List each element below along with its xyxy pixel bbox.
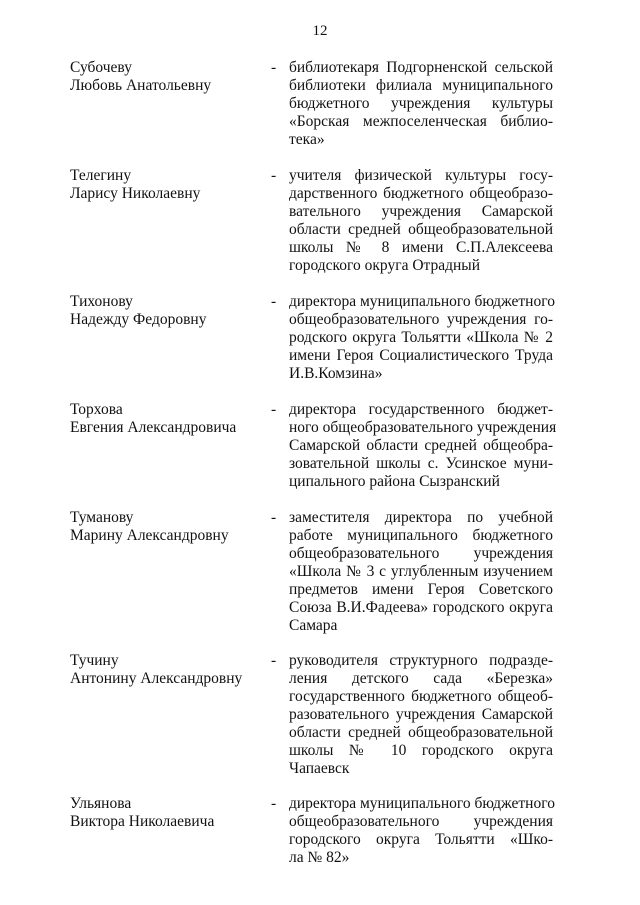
description-line: «Школа № 3 с углубленным изучением [289, 563, 553, 580]
description-line: области средней общеобразовательной [289, 724, 553, 741]
description-line: общеобразовательного учреждения го- [289, 311, 553, 328]
position-description [289, 59, 553, 149]
person-name-line: Антонину Александровну [70, 670, 243, 687]
person-name-line: Торхова [70, 401, 123, 418]
position-description [289, 293, 553, 383]
position-description [289, 509, 553, 635]
person-name [70, 293, 260, 329]
person-name [70, 167, 260, 203]
description-line: общеобразовательного учреждения [289, 813, 553, 830]
description-line: имени Героя Социалистического Труда [289, 347, 553, 364]
person-name-line: Тихонову [70, 293, 133, 310]
person-name-line: Телегину [70, 167, 132, 184]
person-name-line: Ларису Николаевну [70, 185, 201, 202]
description-line: ципального района Сызранский [289, 473, 500, 490]
description-line: области средней общеобразовательной [289, 221, 553, 238]
description-line: И.В.Комзина» [289, 365, 383, 382]
person-name-line: Тучину [70, 652, 119, 669]
description-line: Самара [289, 617, 338, 634]
description-line: Чапаевск [289, 760, 350, 777]
dash-separator: - [271, 795, 277, 812]
description-line: директора государственного бюджет- [289, 401, 553, 418]
person-name-line: Евгения Александровича [70, 419, 237, 436]
description-line: директора муниципального бюджетного [289, 795, 555, 812]
dash-separator: - [271, 401, 277, 418]
person-name-line: Туманову [70, 509, 134, 526]
description-line: ла № 82» [289, 849, 350, 866]
description-line: родского округа Тольятти «Школа № 2 [289, 329, 553, 346]
description-line: разовательного учреждения Самарской [289, 706, 553, 723]
description-line: городского округа Отрадный [289, 257, 480, 274]
person-name-line: Виктора Николаевича [70, 813, 215, 830]
description-line: вательного учреждения Самарской [289, 203, 553, 220]
position-description [289, 795, 553, 867]
person-name [70, 652, 260, 688]
description-line: библиотеки филиала муниципального [289, 77, 553, 94]
person-name-line: Надежду Федоровну [70, 311, 207, 328]
description-line: тека» [289, 131, 325, 148]
person-name [70, 509, 260, 545]
description-line: Союза В.И.Фадеева» городского округа [289, 599, 553, 616]
description-line: «Борская межпоселенческая библио- [289, 113, 553, 130]
description-line: учителя физической культуры госу- [289, 167, 553, 184]
dash-separator: - [271, 59, 277, 76]
description-line: общеобразовательного учреждения [289, 545, 553, 562]
description-line: городского округа Тольятти «Шко- [289, 831, 553, 848]
page-number: 12 [312, 23, 328, 39]
description-line: ления детского сада «Березка» [289, 670, 553, 687]
person-name-line: Субочеву [70, 59, 132, 76]
person-name-line: Марину Александровну [70, 527, 229, 544]
description-line: библиотекаря Подгорненской сельской [289, 59, 553, 76]
person-name-line: Любовь Анатольевну [70, 77, 212, 94]
description-line: работе муниципального бюджетного [289, 527, 553, 544]
position-description [289, 401, 557, 491]
description-line: дарственного бюджетного общеобразо- [289, 185, 553, 202]
description-line: зовательной школы с. Усинское муни- [289, 455, 553, 472]
description-line: Самарской области средней общеобра- [289, 437, 553, 454]
person-name [70, 795, 260, 831]
description-line: директора муниципального бюджетного [289, 293, 555, 310]
description-line: предметов имени Героя Советского [289, 581, 553, 598]
dash-separator: - [271, 652, 277, 669]
description-line: бюджетного учреждения культуры [289, 95, 553, 112]
position-description [289, 167, 553, 275]
description-line: руководителя структурного подразде- [289, 652, 553, 669]
position-description [289, 652, 553, 778]
dash-separator: - [271, 167, 277, 184]
description-line: государственного бюджетного общеоб- [289, 688, 553, 705]
person-name [70, 59, 260, 95]
description-line: школы № 8 имени С.П.Алексеева [289, 239, 553, 256]
description-line: заместителя директора по учебной [289, 509, 553, 526]
person-name-line: Ульянова [70, 795, 132, 812]
description-line: ного общеобразовательного учреждения [289, 419, 557, 436]
dash-separator: - [271, 509, 277, 526]
person-name [70, 401, 260, 437]
dash-separator: - [271, 293, 277, 310]
description-line: школы № 10 городского округа [289, 742, 553, 759]
